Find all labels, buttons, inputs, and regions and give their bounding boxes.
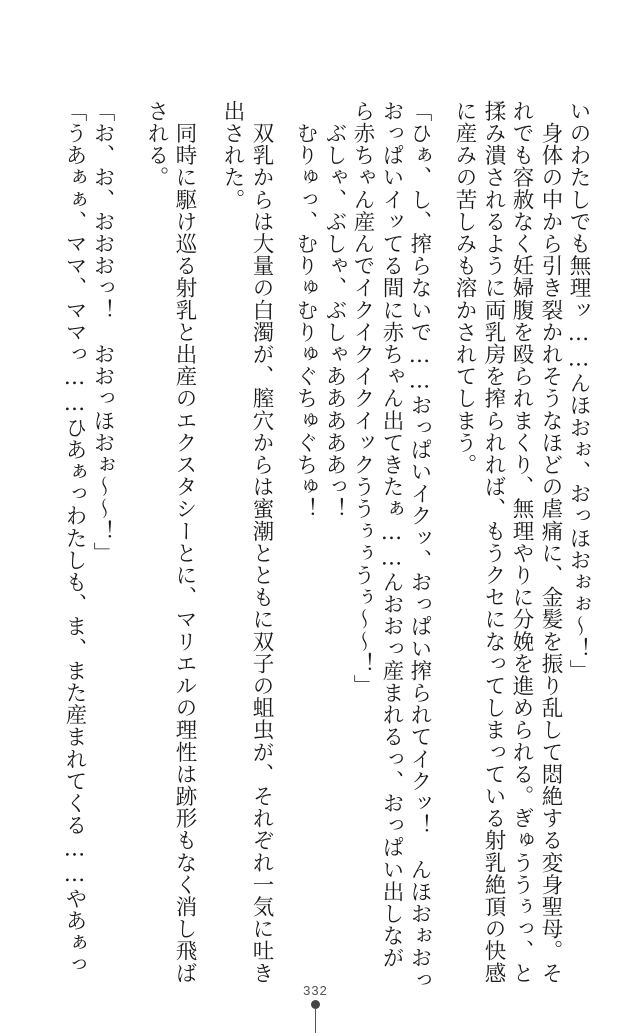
page-marker-line	[315, 1008, 316, 1033]
text-line: いのわたしでも無理ッ……んほおぉ、おっほおぉぉ～！」	[566, 100, 591, 682]
text-line: 「お、お、おおおっ！ おおっほおぉ～～！」	[90, 100, 115, 565]
text-line: 出された。	[220, 100, 245, 211]
text-line: 双乳からは大量の白濁が、膣穴からは蜜潮とともに双子の蛆虫が、それぞれ一気に吐き	[249, 100, 274, 984]
page-number: 332	[303, 983, 328, 998]
text-line: ぶしゃ、ぶしゃ、ぶしゃあああああっ！	[322, 100, 347, 520]
text-line: に産みの苦しみも溶かされてしまう。	[452, 100, 477, 476]
text-line: おっぱいイッてる間に赤ちゃん出てきたぁ……んおおっ産まれるっ、おっぱい出しなが	[379, 100, 404, 969]
text-line: される。	[144, 100, 169, 189]
text-line: 同時に駆け巡る射乳と出産のエクスタシーとに、マリエルの理性は跡形もなく消し飛ば	[172, 100, 197, 984]
text-line: れでも容赦なく妊婦腹を殴られまくり、無理やりに分娩を進められる。ぎゅううぅっ、と	[509, 100, 534, 984]
text-line: 身体の中から引き裂かれそうなほどの虐痛に、金髪を振り乱して悶絶する変身聖母。そ	[538, 100, 563, 984]
text-line: むりゅっ、むりゅむりゅぐちゅぐちゅ！	[293, 100, 318, 520]
text-line: 「ひぁ、し、搾らないで……おっぱいイクッ、おっぱい搾られてイクッ！ んほおぉおっ	[407, 100, 432, 991]
text-line: ら赤ちゃん産んでイクイクイクイックううぅぅうぅ～～！」	[350, 100, 375, 697]
text-line: 揉み潰されるように両乳房を搾られれば、もうクセになってしまっている射乳絶頂の快感	[481, 100, 506, 984]
text-line: 「うあぁぁ、ママ、ママっ……ひあぁっわたしも、ま、また産まれてくる……やあぁっ	[62, 100, 87, 976]
